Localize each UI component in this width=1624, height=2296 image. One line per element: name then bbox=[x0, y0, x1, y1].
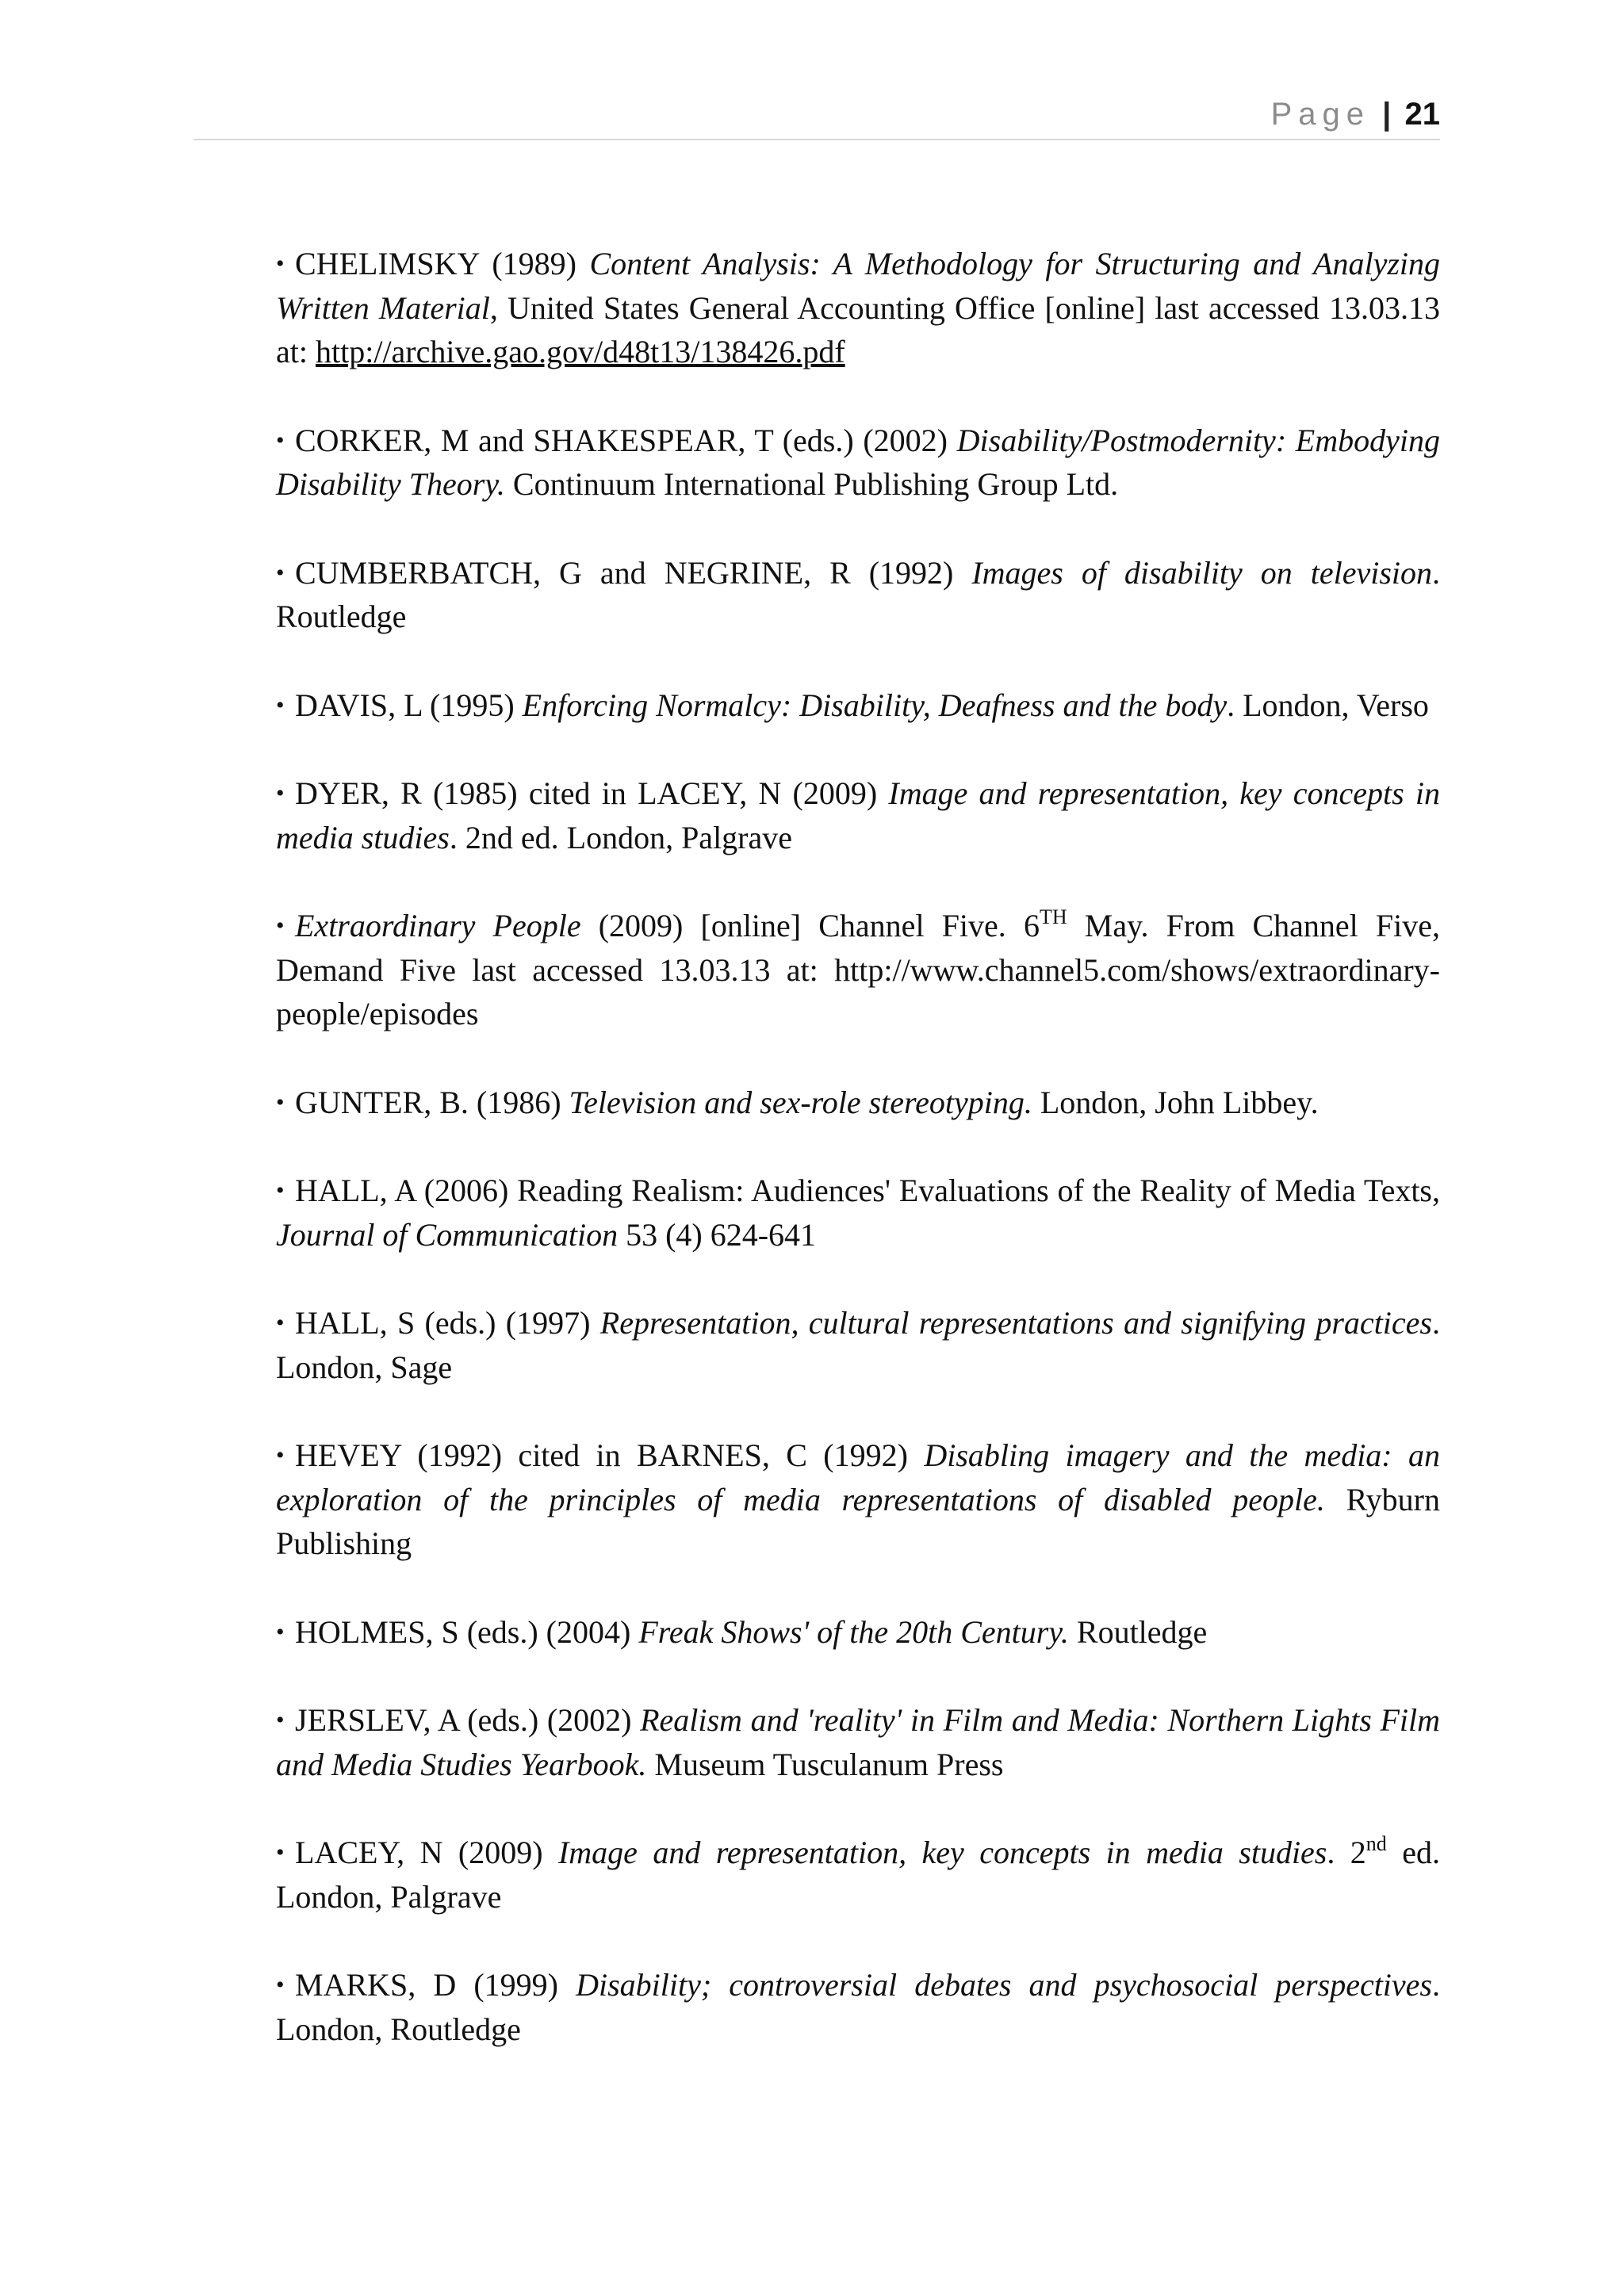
reference-link[interactable]: http://archive.gao.gov/d48t13/138426.pdf bbox=[315, 334, 845, 369]
reference-corker bbox=[276, 419, 1440, 507]
bullet-icon: • bbox=[276, 691, 285, 718]
reference-title: Disability/Postmodernity: Embodying Disability Theory. bbox=[276, 422, 1440, 502]
reference-authors: DAVIS, L (1995) bbox=[295, 687, 523, 723]
reference-details: . London, Sage bbox=[276, 1305, 1440, 1385]
page-separator: | bbox=[1382, 97, 1392, 132]
reference-cumberbatch bbox=[276, 551, 1440, 639]
reference-authors: DYER, R (1985) cited in LACEY, N (2009) bbox=[295, 775, 889, 811]
reference-title: Representation, cultural representations and signifying practices bbox=[599, 1305, 1432, 1341]
reference-details: . 2nd ed. London, Palgrave bbox=[449, 819, 793, 855]
reference-details: , United States General Accounting Office [online] last accessed 13.03.13 at: bbox=[276, 289, 1440, 369]
page-header bbox=[193, 94, 1440, 135]
bullet-icon: • bbox=[276, 1177, 285, 1203]
reference-hevey bbox=[276, 1433, 1440, 1566]
reference-details-continued: May. From Channel Five, Demand Five last accessed 13.03.13 at: http://www.channel5.com/shows/extraordinary-people/episodes bbox=[276, 908, 1440, 1031]
reference-title: Content Analysis: A Methodology for Structuring and Analyzing Written Material bbox=[276, 246, 1440, 326]
reference-marks bbox=[276, 1963, 1440, 2051]
ordinal-suffix: TH bbox=[1039, 905, 1067, 928]
reference-title: Realism and 'reality' in Film and Media: Northern Lights Film and Media Studies Yearbook. bbox=[276, 1702, 1440, 1782]
bullet-icon: • bbox=[276, 1707, 285, 1733]
reference-title: Enforcing Normalcy: Disability, Deafness and the body bbox=[522, 687, 1228, 723]
reference-authors: HEVEY (1992) cited in BARNES, C (1992) bbox=[295, 1437, 925, 1473]
reference-title: Disabling imagery and the media: an exploration of the principles of media representations of disabled people. bbox=[276, 1437, 1441, 1517]
reference-authors: CORKER, M and SHAKESPEAR, T (eds.) (2002) bbox=[295, 422, 957, 458]
reference-authors: LACEY, N (2009) bbox=[295, 1835, 558, 1870]
bullet-icon: • bbox=[276, 1618, 285, 1645]
reference-details: Continuum International Publishing Group Ltd. bbox=[504, 466, 1119, 502]
reference-chelimsky bbox=[276, 242, 1440, 374]
reference-details: . London, Routledge bbox=[276, 1967, 1440, 2047]
bullet-icon: • bbox=[276, 1310, 285, 1336]
reference-authors: HOLMES, S (eds.) (2004) bbox=[295, 1613, 639, 1650]
reference-title: Television and sex-role stereotyping. bbox=[569, 1084, 1032, 1120]
reference-holmes bbox=[276, 1610, 1440, 1655]
bullet-icon: • bbox=[276, 559, 285, 586]
reference-details: . 2 bbox=[1327, 1835, 1366, 1870]
reference-title: Extraordinary People bbox=[295, 908, 581, 943]
bullet-icon: • bbox=[276, 780, 285, 806]
reference-hall-s bbox=[276, 1301, 1440, 1389]
bullet-icon: • bbox=[276, 1442, 285, 1468]
bullet-icon: • bbox=[276, 251, 285, 277]
reference-jerslev bbox=[276, 1698, 1440, 1786]
bullet-icon: • bbox=[276, 1089, 285, 1115]
header-divider bbox=[193, 139, 1440, 140]
ordinal-suffix: nd bbox=[1365, 1832, 1387, 1855]
reference-authors: MARKS, D (1999) bbox=[295, 1967, 576, 2003]
reference-title: Image and representation, key concepts in media studies bbox=[276, 775, 1440, 855]
reference-details: . Routledge bbox=[276, 554, 1441, 634]
reference-details: Museum Tusculanum Press bbox=[646, 1746, 1004, 1782]
reference-details: London, John Libbey. bbox=[1032, 1084, 1319, 1120]
bullet-icon: • bbox=[276, 1972, 285, 1998]
bullet-icon: • bbox=[276, 913, 285, 939]
reference-details-continued: ed. London, Palgrave bbox=[276, 1835, 1440, 1915]
bullet-icon: • bbox=[276, 1839, 285, 1866]
reference-title: Freak Shows' of the 20th Century. bbox=[638, 1613, 1069, 1650]
reference-details: 53 (4) 624-641 bbox=[618, 1216, 817, 1253]
reference-authors: HALL, S (eds.) (1997) bbox=[295, 1305, 600, 1341]
reference-title: Disability; controversial debates and psychosocial perspectives bbox=[576, 1967, 1432, 2003]
reference-authors: JERSLEV, A (eds.) (2002) bbox=[295, 1702, 641, 1738]
reference-extraordinary-people bbox=[276, 904, 1440, 1036]
reference-davis bbox=[276, 683, 1440, 728]
reference-details: (2009) [online] Channel Five. 6 bbox=[580, 908, 1040, 943]
reference-title: Images of disability on television bbox=[971, 554, 1433, 591]
reference-authors: GUNTER, B. (1986) bbox=[295, 1084, 569, 1120]
reference-authors: HALL, A (2006) Reading Realism: Audiences' Evaluations of the Reality of Media Texts, bbox=[295, 1173, 1440, 1208]
reference-gunter bbox=[276, 1081, 1440, 1125]
reference-authors: CUMBERBATCH, G and NEGRINE, R (1992) bbox=[295, 554, 972, 591]
reference-title: Image and representation, key concepts in media studies bbox=[557, 1835, 1327, 1870]
reference-hall-a bbox=[276, 1169, 1440, 1257]
reference-details: Routledge bbox=[1068, 1613, 1208, 1650]
reference-details: . London, Verso bbox=[1227, 687, 1429, 723]
reference-details: Ryburn Publishing bbox=[276, 1481, 1441, 1561]
reference-list bbox=[276, 242, 1440, 2095]
bullet-icon: • bbox=[276, 427, 285, 453]
reference-authors: CHELIMSKY (1989) bbox=[295, 246, 590, 281]
reference-title: Journal of Communication bbox=[276, 1216, 619, 1253]
reference-dyer bbox=[276, 771, 1440, 859]
page-label: Page bbox=[1270, 97, 1371, 132]
reference-lacey bbox=[276, 1831, 1440, 1919]
page-number: 21 bbox=[1404, 97, 1440, 132]
